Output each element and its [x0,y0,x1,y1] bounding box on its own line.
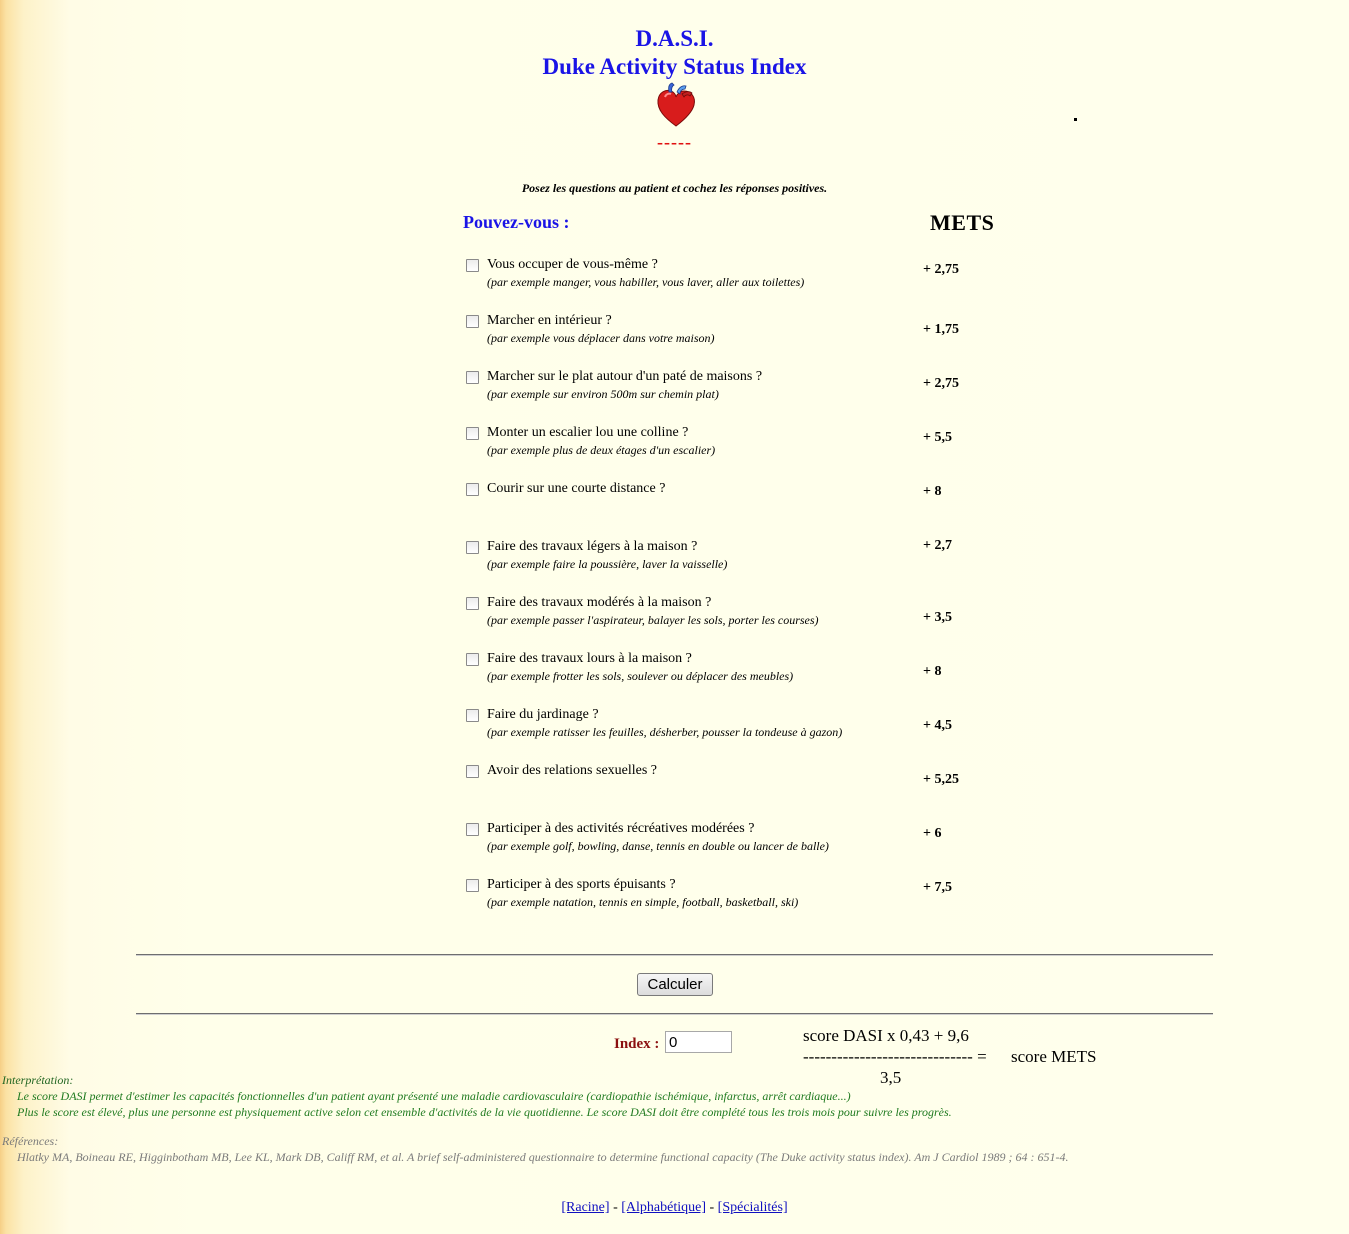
nav-separator: - [609,1200,622,1215]
divider [136,1013,1213,1015]
checkbox[interactable] [466,653,479,666]
heart-icon [655,82,697,128]
nav-separator: - [705,1200,718,1215]
mets-value: + 2,7 [923,538,952,553]
page-title: D.A.S.I. [635,26,714,51]
mets-value: + 2,75 [923,262,959,277]
calculate-button[interactable]: Calculer [637,973,713,996]
question-example: (par exemple passer l'aspirateur, balayer les sols, porter les courses) [487,613,819,627]
question-example: (par exemple sur environ 500m sur chemin plat) [487,387,719,401]
checkbox[interactable] [466,259,479,272]
mets-value: + 3,5 [923,610,952,625]
checkbox[interactable] [466,371,479,384]
mets-value: + 5,25 [923,772,959,787]
decorative-dot [1074,118,1077,121]
question-example: (par exemple manger, vous habiller, vous laver, aller aux toilettes) [487,275,805,289]
questions-heading: Pouvez-vous : [463,212,570,232]
interpretation-heading: Interprétation: [2,1073,74,1087]
question-text: Marcher en intérieur ? [487,313,612,328]
question-example: (par exemple plus de deux étages d'un escalier) [487,443,716,457]
divider [136,954,1213,956]
index-field[interactable] [665,1031,732,1053]
question-example: (par exemple frotter les sols, soulever ou déplacer des meubles) [487,669,794,683]
mets-value: + 7,5 [923,880,952,895]
formula-line3: 3,5 [880,1068,902,1087]
reference-text: Hlatky MA, Boineau RE, Higginbotham MB, Lee KL, Mark DB, Califf RM, et al. A brief self-administered questionnaire to determine functional capacity (The Duke activity status index). Am J Cardiol 1989 ; 64 : 651-4. [17,1150,1069,1164]
checkbox[interactable] [466,765,479,778]
formula-line2: ------------------------------ = [803,1047,987,1066]
formula-line1: score DASI x 0,43 + 9,6 [803,1026,969,1045]
question-text: Avoir des relations sexuelles ? [487,763,658,778]
question-text: Faire des travaux lours à la maison ? [487,651,692,666]
question-example: (par exemple vous déplacer dans votre maison) [487,331,715,345]
question-text: Vous occuper de vous-même ? [487,257,658,272]
nav-link-specialites[interactable]: [Spécialités] [717,1200,788,1215]
question-text: Faire des travaux modérés à la maison ? [487,595,712,610]
index-label: Index : [614,1036,660,1052]
nav-link-racine[interactable]: [Racine] [561,1200,610,1215]
checkbox[interactable] [466,541,479,554]
question-text: Participer à des sports épuisants ? [487,877,676,892]
mets-value: + 2,75 [923,376,959,391]
checkbox[interactable] [466,823,479,836]
instruction-text: Posez les questions au patient et cochez les réponses positives. [521,181,828,195]
question-text: Courir sur une courte distance ? [487,481,666,496]
mets-value: + 8 [923,664,942,679]
question-text: Monter un escalier lou une colline ? [487,425,689,440]
question-example: (par exemple faire la poussière, laver la vaisselle) [487,557,728,571]
checkbox[interactable] [466,427,479,440]
question-example: (par exemple natation, tennis en simple, football, basketball, ski) [487,895,799,909]
formula-result-label: score METS [1011,1047,1097,1066]
footer-nav [0,1200,1349,1216]
question-text: Faire du jardinage ? [487,707,599,722]
question-text: Faire des travaux légers à la maison ? [487,539,698,554]
question-example: (par exemple golf, bowling, danse, tennis en double ou lancer de balle) [487,839,829,853]
mets-value: + 5,5 [923,430,952,445]
question-text: Marcher sur le plat autour d'un paté de maisons ? [487,369,763,384]
checkbox[interactable] [466,709,479,722]
references-heading: Références: [2,1134,59,1148]
checkbox[interactable] [466,597,479,610]
mets-value: + 8 [923,484,942,499]
question-text: Participer à des activités récréatives modérées ? [487,821,755,836]
mets-value: + 6 [923,826,942,841]
interpretation-text: Le score DASI permet d'estimer les capacités fonctionnelles d'un patient ayant présenté une maladie cardiovasculaire (cardiopathie ischémique, infarctus, arrêt cardiaque...) [17,1089,851,1103]
question-example: (par exemple ratisser les feuilles, désherber, pousser la tondeuse à gazon) [487,725,843,739]
divider-dashes: ----- [657,132,692,152]
mets-column-header: METS [930,210,995,235]
checkbox[interactable] [466,315,479,328]
nav-link-alphabetique[interactable]: [Alphabétique] [621,1200,706,1215]
checkbox[interactable] [466,879,479,892]
mets-value: + 4,5 [923,718,952,733]
page-subtitle: Duke Activity Status Index [542,54,807,79]
interpretation-text: Plus le score est élevé, plus une personne est physiquement active selon cet ensemble d'activités de la vie quotidienne. Le score DASI doit être complété tous les trois mois pour suivre les progrès. [17,1105,952,1119]
mets-value: + 1,75 [923,322,959,337]
checkbox[interactable] [466,483,479,496]
